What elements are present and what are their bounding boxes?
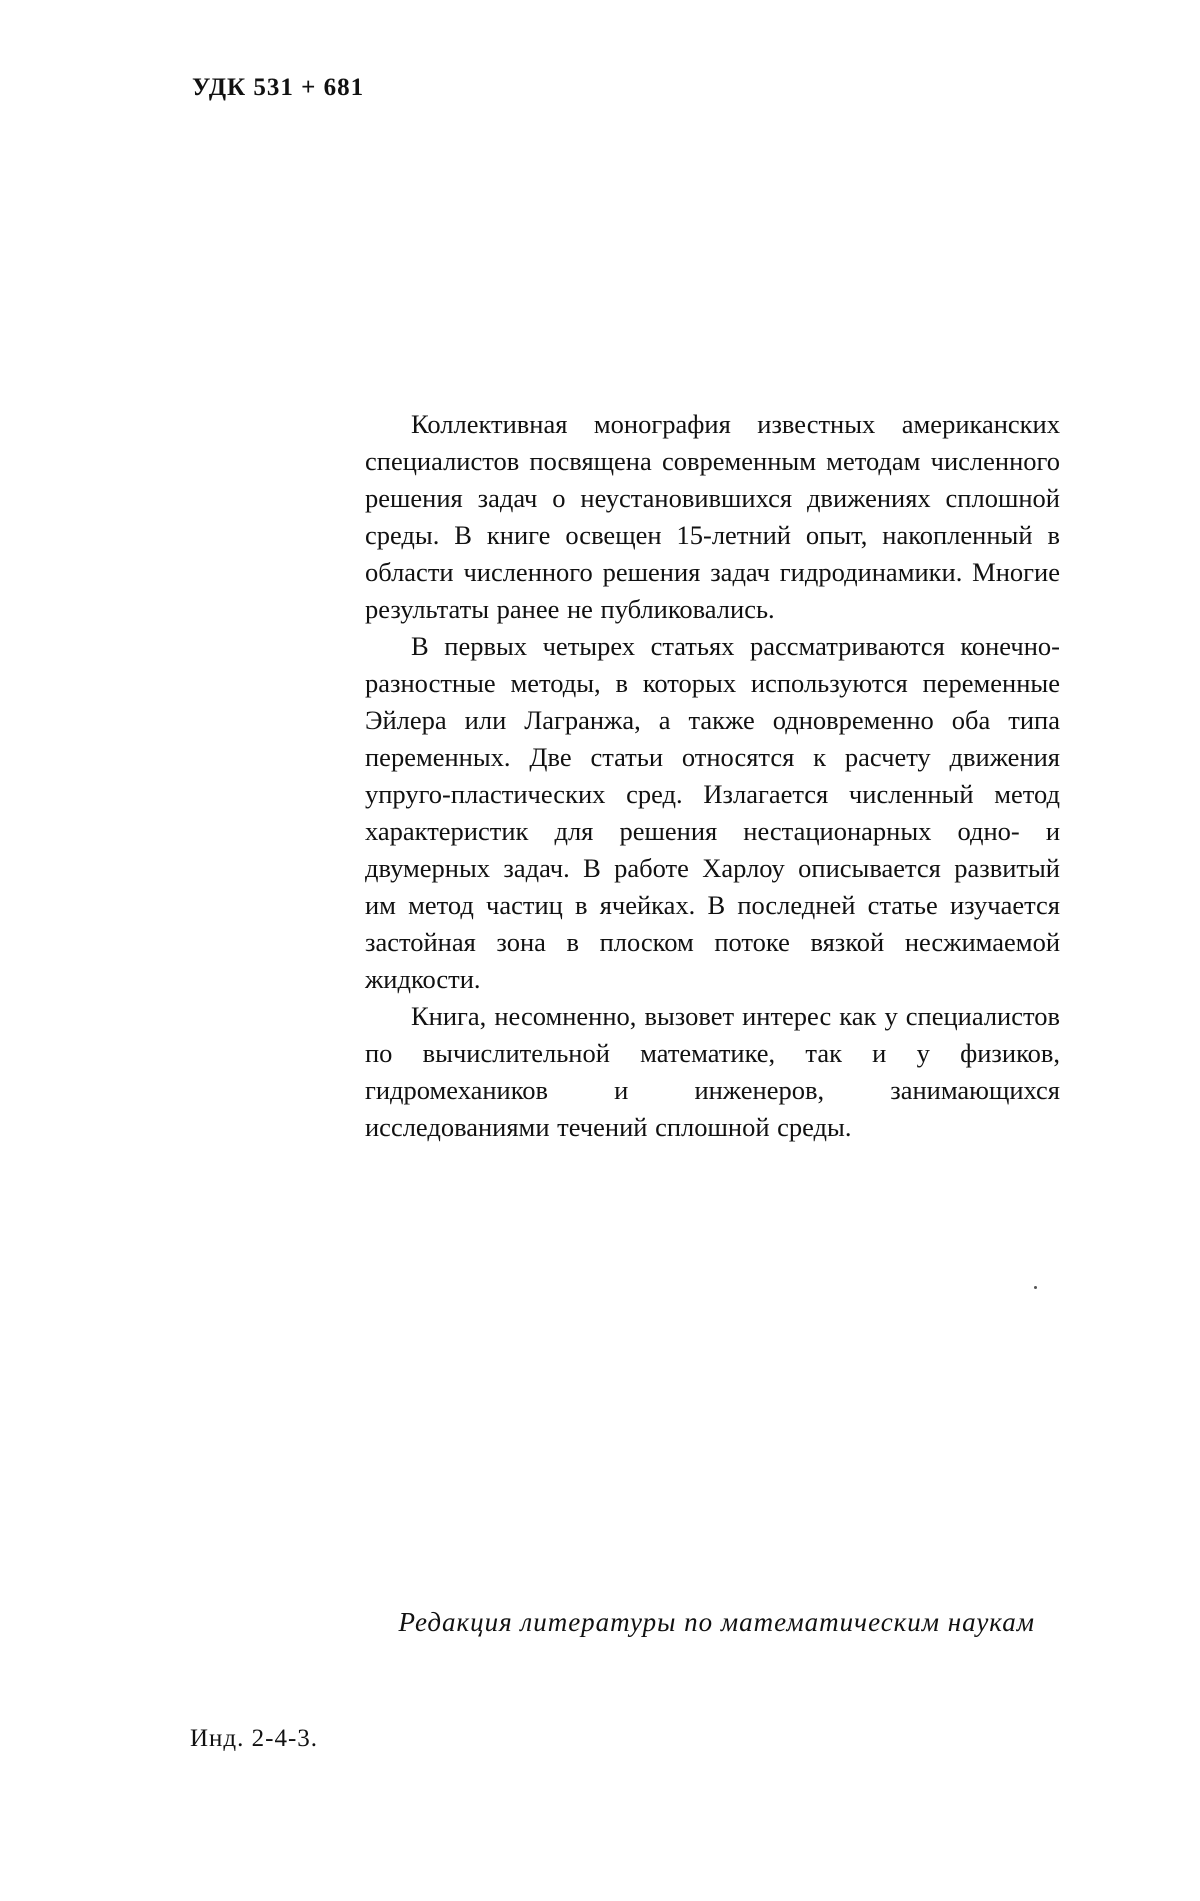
udk-code: УДК 531 + 681: [192, 74, 365, 101]
abstract-paragraph-1: Коллективная монография известных американских специалистов посвящена современным методам численного решения задач о неустановившихся движениях сплошной среды. В книге освещен 15-летний опыт, накопленный в области численного решения задач гидродинамики. Многие результаты ранее не публиковались.: [365, 409, 1060, 624]
abstract: [365, 406, 1060, 1146]
index-code: Инд. 2-4-3.: [190, 1725, 319, 1752]
print-speck: [1034, 1286, 1037, 1289]
abstract-paragraph-2: В первых четырех статьях рассматриваются конечно-разностные методы, в которых используются переменные Эйлера или Лагранжа, а также одновременно оба типа переменных. Две статьи относятся к расчету движения упруго-пластических сред. Излагается численный метод характеристик для решения нестационарных одно- и двумерных задач. В работе Харлоу описывается развитый им метод частиц в ячейках. В последней статье изучается застойная зона в плоском потоке вязкой несжимаемой жидкости.: [365, 631, 1060, 994]
editorial-note: Редакция литературы по математическим наукам: [398, 1607, 1035, 1637]
abstract-paragraph-3: Книга, несомненно, вызовет интерес как у специалистов по вычислительной математике, так и у физиков, гидромехаников и инженеров, занимающихся исследованиями течений сплошной среды.: [365, 1001, 1060, 1142]
